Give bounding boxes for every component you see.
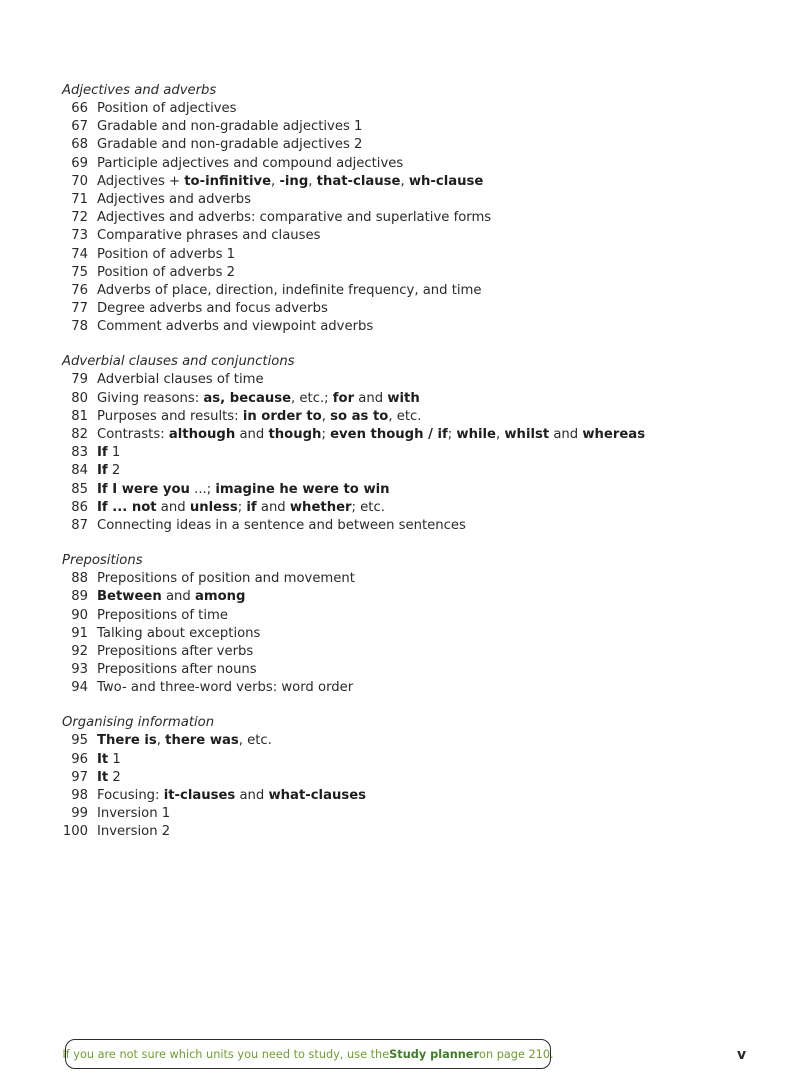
unit-title: [97, 588, 246, 606]
unit-number: 66: [71, 101, 88, 116]
unit-title-keyword: If ... not: [97, 499, 157, 515]
unit-title-keyword: that-clause: [316, 173, 401, 189]
unit-title-text: ,: [495, 427, 505, 442]
unit-entry: [62, 769, 762, 787]
unit-title-text: ;: [321, 427, 331, 442]
note-text-before: If you are not sure which units you need to study, use the: [62, 1047, 390, 1061]
unit-number: 74: [71, 246, 88, 262]
unit-entry: [62, 679, 762, 697]
contents-section: [62, 714, 762, 841]
unit-title: [97, 100, 237, 118]
contents-section: [62, 353, 762, 535]
unit-number: 67: [71, 119, 88, 135]
unit-title-text: Position of adjectives: [97, 101, 237, 116]
table-of-contents: [62, 82, 762, 859]
unit-number: 69: [71, 155, 88, 171]
unit-title: [97, 751, 121, 769]
unit-title-keyword: it-clauses: [163, 788, 236, 803]
unit-title-text: Position of adverbs 2: [97, 264, 236, 280]
unit-title-text: Adverbial clauses of time: [97, 372, 264, 388]
unit-title: [97, 805, 170, 823]
unit-title-text: Gradable and non-gradable adjectives 1: [97, 119, 363, 135]
unit-entry: [62, 282, 762, 300]
unit-title-text: 1: [108, 751, 121, 767]
unit-title-keyword: to-infinitive: [184, 173, 272, 189]
unit-title-text: Adjectives +: [97, 173, 185, 189]
unit-title-keyword: -ing: [279, 173, 309, 189]
unit-title: [97, 408, 421, 426]
unit-number: 71: [71, 191, 88, 207]
unit-title: [97, 264, 235, 282]
unit-title-text: and: [156, 499, 190, 515]
unit-title-keyword: If: [97, 445, 108, 461]
unit-entry: [62, 643, 762, 661]
section-title: Adverbial clauses and conjunctions: [62, 354, 295, 370]
unit-title-text: 1: [107, 445, 121, 461]
unit-title: [97, 282, 482, 300]
unit-title-text: and: [161, 589, 195, 605]
unit-title-keyword: unless: [189, 499, 238, 515]
unit-title-keyword: wh-clause: [408, 173, 484, 189]
unit-title-text: Inversion 1: [97, 806, 171, 822]
unit-title-text: and: [235, 788, 269, 803]
unit-title-text: ; etc.: [351, 499, 385, 515]
unit-entry: [62, 823, 762, 841]
unit-number: 76: [71, 282, 88, 298]
unit-title-text: Gradable and non-gradable adjectives 2: [97, 137, 363, 153]
unit-title-text: Comparative phrases and clauses: [97, 228, 321, 244]
unit-entry: [62, 209, 762, 227]
unit-entry: [62, 481, 762, 499]
unit-entry: [62, 444, 762, 462]
unit-number: 70: [71, 173, 88, 189]
unit-entry: [62, 246, 762, 264]
unit-title-keyword: Between: [97, 589, 162, 605]
unit-title-keyword: whilst: [504, 427, 550, 442]
unit-title-text: and: [256, 499, 290, 515]
unit-title-text: ,: [308, 173, 317, 189]
unit-title: [97, 227, 321, 245]
unit-number: 78: [71, 319, 88, 335]
study-planner-note: [62, 1039, 554, 1069]
unit-title: [97, 246, 235, 264]
unit-title-text: Prepositions after verbs: [97, 643, 254, 659]
unit-number: 80: [71, 390, 88, 406]
unit-entry: [62, 570, 762, 588]
unit-title: [97, 300, 328, 318]
unit-entry: [62, 173, 762, 191]
unit-title-text: ;: [447, 427, 457, 442]
unit-title-keyword: for: [332, 390, 355, 406]
unit-title: [97, 318, 373, 336]
unit-title-keyword: whether: [289, 499, 352, 515]
unit-number: 87: [71, 517, 88, 533]
unit-entry: [62, 371, 762, 389]
unit-title-text: Inversion 2: [97, 824, 171, 840]
unit-entry: [62, 751, 762, 769]
unit-title-text: ,: [400, 173, 409, 189]
unit-title-text: and: [549, 427, 583, 442]
unit-title-keyword: while: [456, 427, 496, 442]
unit-title-text: Participle adjectives and compound adjectives: [97, 155, 404, 171]
unit-entry: [62, 517, 762, 535]
unit-entry: [62, 300, 762, 318]
unit-number: 68: [71, 137, 88, 153]
section-title: Organising information: [62, 715, 215, 731]
unit-number: 91: [71, 625, 88, 641]
unit-number: 90: [71, 607, 88, 623]
unit-number: 82: [71, 427, 88, 442]
unit-entry: [62, 625, 762, 643]
contents-section: [62, 82, 762, 336]
unit-number: 97: [71, 769, 88, 785]
unit-number: 83: [71, 445, 88, 461]
unit-title: [97, 679, 353, 697]
unit-title-text: 2: [107, 463, 121, 479]
unit-title-text: Connecting ideas in a sentence and between sentences: [97, 517, 466, 533]
note-text-after: on page 210.: [479, 1047, 554, 1061]
unit-number: 94: [71, 680, 88, 696]
page-number: v: [737, 1047, 747, 1063]
unit-entry: [62, 499, 762, 517]
unit-title-text: Adjectives and adverbs: comparative and superlative forms: [97, 210, 492, 226]
unit-title-text: , etc.: [238, 733, 272, 749]
unit-title-keyword: It: [97, 769, 109, 785]
unit-title-keyword: There is: [97, 733, 157, 749]
unit-title-text: Purposes and results:: [97, 408, 243, 424]
section-title: Prepositions: [62, 553, 143, 569]
unit-title-text: and: [235, 427, 269, 442]
unit-number: 96: [71, 751, 88, 767]
unit-number: 75: [71, 264, 88, 280]
unit-entry: [62, 805, 762, 823]
unit-entry: [62, 462, 762, 480]
unit-title: [97, 444, 120, 462]
unit-title-text: Prepositions of position and movement: [97, 571, 355, 587]
unit-entry: [62, 136, 762, 154]
unit-title-keyword: It: [97, 751, 109, 767]
unit-title-text: Degree adverbs and focus adverbs: [97, 301, 328, 317]
unit-title-keyword: what-clauses: [268, 788, 366, 803]
unit-title: [97, 607, 228, 625]
unit-title-text: Comment adverbs and viewpoint adverbs: [97, 319, 374, 335]
unit-number: 77: [71, 301, 88, 317]
unit-title-keyword: imagine he were to win: [215, 481, 390, 497]
unit-number: 73: [71, 228, 88, 244]
unit-entry: [62, 227, 762, 245]
unit-entry: [62, 155, 762, 173]
unit-title-text: ,: [156, 733, 166, 749]
unit-title-keyword: though: [268, 427, 322, 442]
unit-number: 88: [71, 571, 88, 587]
unit-entry: [62, 426, 762, 444]
unit-title: [97, 570, 355, 588]
unit-number: 81: [71, 408, 88, 424]
unit-number: 72: [71, 210, 88, 226]
unit-number: 79: [71, 372, 88, 388]
unit-title-text: ;: [237, 499, 247, 515]
unit-number: 84: [71, 463, 88, 479]
unit-title: [97, 371, 264, 389]
unit-title: [97, 155, 403, 173]
unit-title: [97, 481, 390, 499]
unit-title: [97, 769, 121, 787]
unit-title-text: ...;: [189, 481, 216, 497]
unit-title-text: Talking about exceptions: [97, 625, 261, 641]
unit-title-text: ,: [321, 408, 331, 424]
unit-entry: [62, 732, 762, 750]
unit-title-text: 2: [108, 769, 121, 785]
unit-number: 99: [71, 806, 88, 822]
unit-title-text: Position of adverbs 1: [97, 246, 236, 262]
unit-title-keyword: If: [97, 463, 108, 479]
unit-title-text: , etc.;: [291, 390, 333, 406]
unit-entry: [62, 588, 762, 606]
unit-title: [97, 499, 385, 517]
unit-title-keyword: as, because: [203, 390, 292, 406]
unit-title-keyword: in order to: [242, 408, 322, 424]
unit-title-keyword: even though / if: [330, 427, 448, 442]
unit-title-keyword: If I were you: [97, 481, 190, 497]
unit-number: 93: [71, 662, 88, 678]
unit-title-text: Focusing:: [97, 788, 164, 803]
contents-section: [62, 552, 762, 697]
unit-title: [97, 643, 253, 661]
unit-title: [97, 462, 120, 480]
unit-title-text: Contrasts:: [97, 427, 169, 442]
unit-title: [97, 136, 362, 154]
unit-title-keyword: whereas: [582, 427, 646, 442]
unit-title: [97, 173, 483, 191]
unit-title: [97, 426, 645, 444]
unit-entry: [62, 264, 762, 282]
unit-title: [97, 625, 260, 643]
unit-title-keyword: if: [246, 499, 257, 515]
unit-title: [97, 732, 272, 750]
unit-title-text: and: [354, 390, 388, 406]
unit-number: 92: [71, 643, 88, 659]
unit-title-keyword: there was: [165, 733, 239, 749]
unit-title: [97, 390, 420, 408]
unit-title-text: Adverbs of place, direction, indefinite frequency, and time: [97, 282, 482, 298]
unit-number: 85: [71, 481, 88, 497]
unit-title: [97, 209, 491, 227]
unit-title: [97, 787, 366, 805]
unit-title: [97, 118, 362, 136]
unit-number: 86: [71, 499, 88, 515]
unit-title: [97, 517, 466, 535]
unit-title-keyword: among: [194, 589, 246, 605]
unit-title: [97, 191, 251, 209]
unit-number: 98: [71, 788, 88, 803]
unit-entry: [62, 191, 762, 209]
unit-title-text: Prepositions of time: [97, 607, 228, 623]
unit-number: 95: [71, 733, 88, 749]
unit-title-text: Two- and three-word verbs: word order: [97, 680, 354, 696]
unit-entry: [62, 607, 762, 625]
unit-title: [97, 661, 257, 679]
unit-number: 100: [62, 824, 88, 840]
section-title: Adjectives and adverbs: [62, 83, 217, 98]
unit-title-text: , etc.: [388, 408, 422, 424]
unit-entry: [62, 100, 762, 118]
unit-entry: [62, 408, 762, 426]
unit-entry: [62, 318, 762, 336]
unit-title-text: Giving reasons:: [97, 390, 204, 406]
unit-title: [97, 823, 170, 841]
unit-entry: [62, 390, 762, 408]
unit-entry: [62, 661, 762, 679]
unit-title-keyword: although: [168, 427, 236, 442]
unit-title-keyword: so as to: [330, 408, 389, 424]
study-planner-link: Study planner: [389, 1047, 480, 1061]
unit-title-text: Prepositions after nouns: [97, 662, 257, 678]
unit-title-text: Adjectives and adverbs: [97, 191, 252, 207]
unit-entry: [62, 118, 762, 136]
unit-entry: [62, 787, 762, 805]
unit-title-keyword: with: [387, 390, 420, 406]
unit-title-text: ,: [271, 173, 280, 189]
unit-number: 89: [71, 589, 88, 605]
